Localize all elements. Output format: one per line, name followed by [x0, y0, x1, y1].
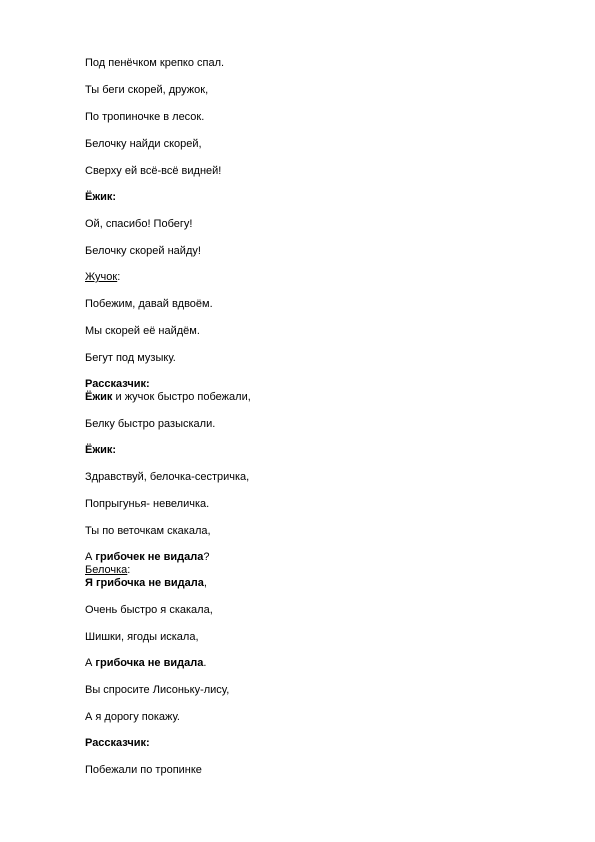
- text-line: Очень быстро я скакала,: [85, 604, 213, 616]
- text-line: Мы скорей её найдём.: [85, 325, 200, 337]
- text-line: Ой, спасибо! Побегу!: [85, 218, 193, 230]
- text-line: Бегут под музыку.: [85, 352, 176, 364]
- text-line: Сверху ей всё-всё видней!: [85, 165, 222, 177]
- speaker-name: Жучок: [85, 271, 118, 283]
- bold-phrase: грибочка не видала: [95, 657, 204, 669]
- speaker-colon: :: [127, 564, 131, 576]
- text-fragment: .: [203, 657, 207, 669]
- text-line: Ты беги скорей, дружок,: [85, 84, 209, 96]
- speaker-label-hedgehog: Ёжик:: [85, 191, 117, 203]
- text-line: Под пенёчком крепко спал.: [85, 57, 225, 69]
- bold-word: Ёжик: [85, 391, 113, 403]
- bold-phrase: грибочек не видала: [95, 551, 204, 563]
- text-line: Побежим, давай вдвоём.: [85, 298, 213, 310]
- speaker-label-beetle: [85, 271, 120, 284]
- text-line: [85, 577, 207, 590]
- text-line: [85, 391, 251, 404]
- text-line: Побежали по тропинке: [85, 764, 202, 776]
- bold-phrase: Я грибочка не видала: [85, 577, 204, 589]
- text-line: Белку быстро разыскали.: [85, 418, 216, 430]
- text-fragment: ?: [203, 551, 210, 563]
- text-fragment: ,: [203, 577, 207, 589]
- text-line: По тропиночке в лесок.: [85, 111, 205, 123]
- text-line: [85, 551, 209, 564]
- speaker-label-narrator: Рассказчик:: [85, 737, 150, 749]
- text-line: Шишки, ягоды искала,: [85, 631, 199, 643]
- speaker-label-narrator: Рассказчик:: [85, 378, 150, 390]
- text-line: Здравствуй, белочка-сестричка,: [85, 471, 250, 483]
- text-line: Ты по веточкам скакала,: [85, 525, 211, 537]
- speaker-colon: :: [117, 271, 121, 283]
- text-line: А я дорогу покажу.: [85, 711, 180, 723]
- text-line: Вы спросите Лисоньку-лису,: [85, 684, 230, 696]
- speaker-label-squirrel: [85, 564, 130, 577]
- text-line: Попрыгунья- невеличка.: [85, 498, 210, 510]
- text-fragment: А: [85, 551, 96, 563]
- speaker-label-hedgehog: Ёжик:: [85, 444, 117, 456]
- text-line: [85, 657, 206, 670]
- text-fragment: и жучок быстро побежали,: [112, 391, 251, 403]
- text-fragment: А: [85, 657, 96, 669]
- text-line: Белочку найди скорей,: [85, 138, 202, 150]
- text-line: Белочку скорей найду!: [85, 245, 201, 257]
- speaker-name: Белочка: [85, 564, 128, 576]
